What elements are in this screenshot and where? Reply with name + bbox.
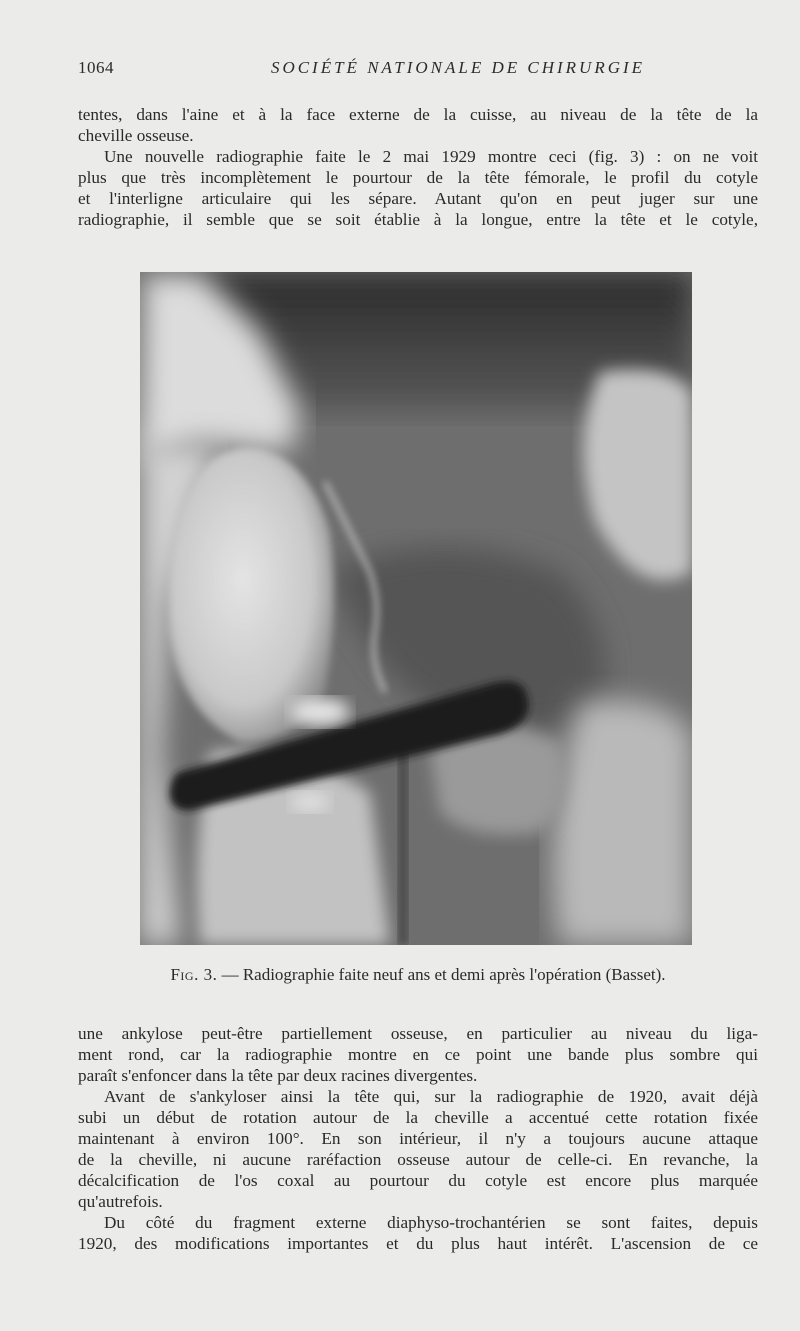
radiograph-figure bbox=[140, 272, 692, 945]
text-line: décalcification de l'os coxal au pourtour du cotyle est encore plus marquée bbox=[78, 1171, 758, 1190]
figure-label: Fig. 3. bbox=[170, 965, 218, 984]
text-line: 1920, des modifications importantes et du plus haut intérêt. L'ascension de ce bbox=[78, 1234, 758, 1253]
text-line: de la cheville, ni aucune raréfaction osseuse autour de celle-ci. En revanche, la bbox=[78, 1150, 758, 1169]
radiograph-image bbox=[140, 272, 692, 945]
text-line: ment rond, car la radiographie montre en ce point une bande plus sombre qui bbox=[78, 1045, 758, 1064]
paragraph-5 bbox=[78, 1212, 758, 1254]
text-line: maintenant à environ 100°. En son intérieur, il n'y a toujours aucune attaque bbox=[78, 1129, 758, 1148]
running-title: SOCIÉTÉ NATIONALE DE CHIRURGIE bbox=[270, 58, 646, 77]
page-number: 1064 bbox=[78, 58, 114, 77]
text-line: radiographie, il semble que se soit établie à la longue, entre la tête et le cotyle, bbox=[78, 210, 758, 229]
text-line: qu'autrefois. bbox=[78, 1192, 163, 1211]
text-line: une ankylose peut-être partiellement osseuse, en particulier au niveau du liga- bbox=[78, 1024, 758, 1043]
text-line: et l'interligne articulaire qui les sépare. Autant qu'on en peut juger sur une bbox=[78, 189, 758, 208]
text-line: tentes, dans l'aine et à la face externe de la cuisse, au niveau de la tête de la bbox=[78, 105, 758, 124]
text-line: paraît s'enfoncer dans la tête par deux racines divergentes. bbox=[78, 1066, 478, 1085]
text-line: subi un début de rotation autour de la cheville a accentué cette rotation fixée bbox=[78, 1108, 758, 1127]
text-line: cheville osseuse. bbox=[78, 126, 194, 145]
text-line: plus que très incomplètement le pourtour de la tête fémorale, le profil du cotyle bbox=[78, 168, 758, 187]
page-header bbox=[78, 58, 758, 80]
paragraph-4 bbox=[78, 1086, 758, 1212]
text-line: Une nouvelle radiographie faite le 2 mai 1929 montre ceci (fig. 3) : on ne voit bbox=[104, 147, 758, 166]
text-line: Avant de s'ankyloser ainsi la tête qui, sur la radiographie de 1920, avait déjà bbox=[104, 1087, 758, 1106]
figure-caption bbox=[78, 965, 758, 985]
paragraph-3 bbox=[78, 1023, 758, 1086]
figure-caption-text: — Radiographie faite neuf ans et demi après l'opération (Basset). bbox=[221, 965, 666, 984]
text-line: Du côté du fragment externe diaphyso-trochantérien se sont faites, depuis bbox=[104, 1213, 758, 1232]
paragraph-2 bbox=[78, 146, 758, 230]
paragraph-1 bbox=[78, 104, 758, 146]
